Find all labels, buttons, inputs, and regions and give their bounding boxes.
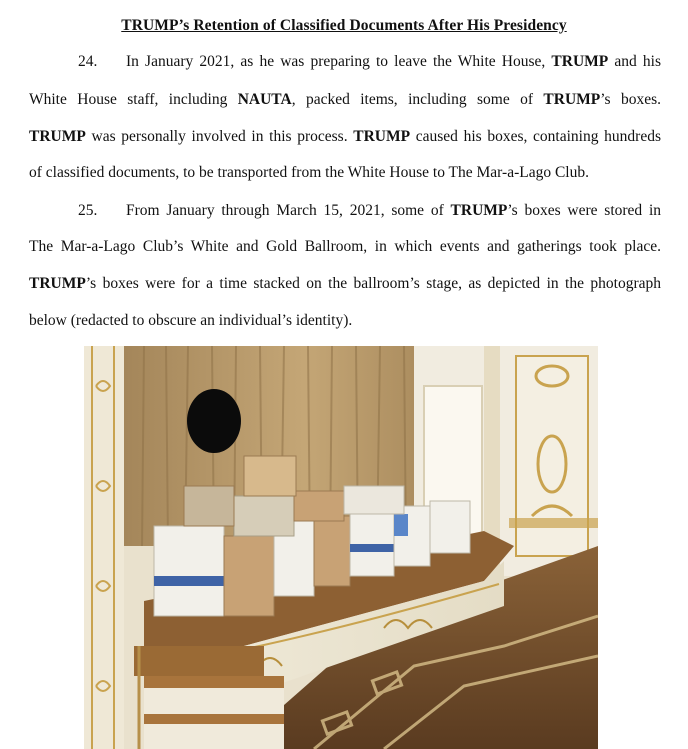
bold-name: TRUMP [551, 53, 609, 70]
text-run: ’s boxes were stored in [507, 202, 661, 219]
paragraph-1-line [29, 127, 661, 147]
ornate-column [84, 346, 124, 749]
paragraph-number: 24. [78, 53, 98, 70]
redaction-mark [187, 389, 241, 453]
text-run: In January 2021, as he was preparing to leave the White House, [126, 53, 552, 70]
paragraph-number: 25. [78, 202, 98, 219]
text-run: , packed items, including some of [291, 91, 544, 108]
text-run: below (redacted to obscure an individual’s identity). [29, 312, 353, 329]
text-run: ’s boxes. [600, 91, 661, 108]
bold-name: TRUMP [450, 202, 508, 219]
bold-name: TRUMP [353, 128, 411, 145]
ballroom-photograph [84, 346, 598, 749]
paragraph-2-line [29, 311, 661, 331]
bold-name: TRUMP [29, 128, 86, 145]
bold-name: TRUMP [29, 275, 86, 292]
text-run: ’s boxes were for a time stacked on the ballroom’s stage, as depicted in the photograph [85, 275, 661, 292]
text-run: of classified documents, to be transported from the White House to The Mar-a-Lago Club. [29, 164, 589, 181]
paragraph-1-line [29, 163, 661, 183]
bold-name: TRUMP [543, 91, 601, 108]
text-run: From January through March 15, 2021, some of [126, 202, 451, 219]
text-run: White House staff, including [29, 91, 238, 108]
bold-name: NAUTA [237, 91, 292, 108]
section-heading: TRUMP’s Retention of Classified Documents After His Presidency [121, 17, 567, 34]
paragraph-2-line [29, 237, 661, 257]
text-run: caused his boxes, containing hundreds [410, 128, 661, 145]
paragraph-2-line [29, 201, 661, 221]
paragraph-1-line [29, 52, 661, 72]
paragraph-2-line [29, 274, 661, 294]
text-run: and his [608, 53, 661, 70]
text-run: was personally involved in this process. [85, 128, 354, 145]
text-run: The Mar-a-Lago Club’s White and Gold Ballroom, in which events and gatherings took place. [29, 238, 661, 255]
paragraph-1-line [29, 90, 661, 110]
